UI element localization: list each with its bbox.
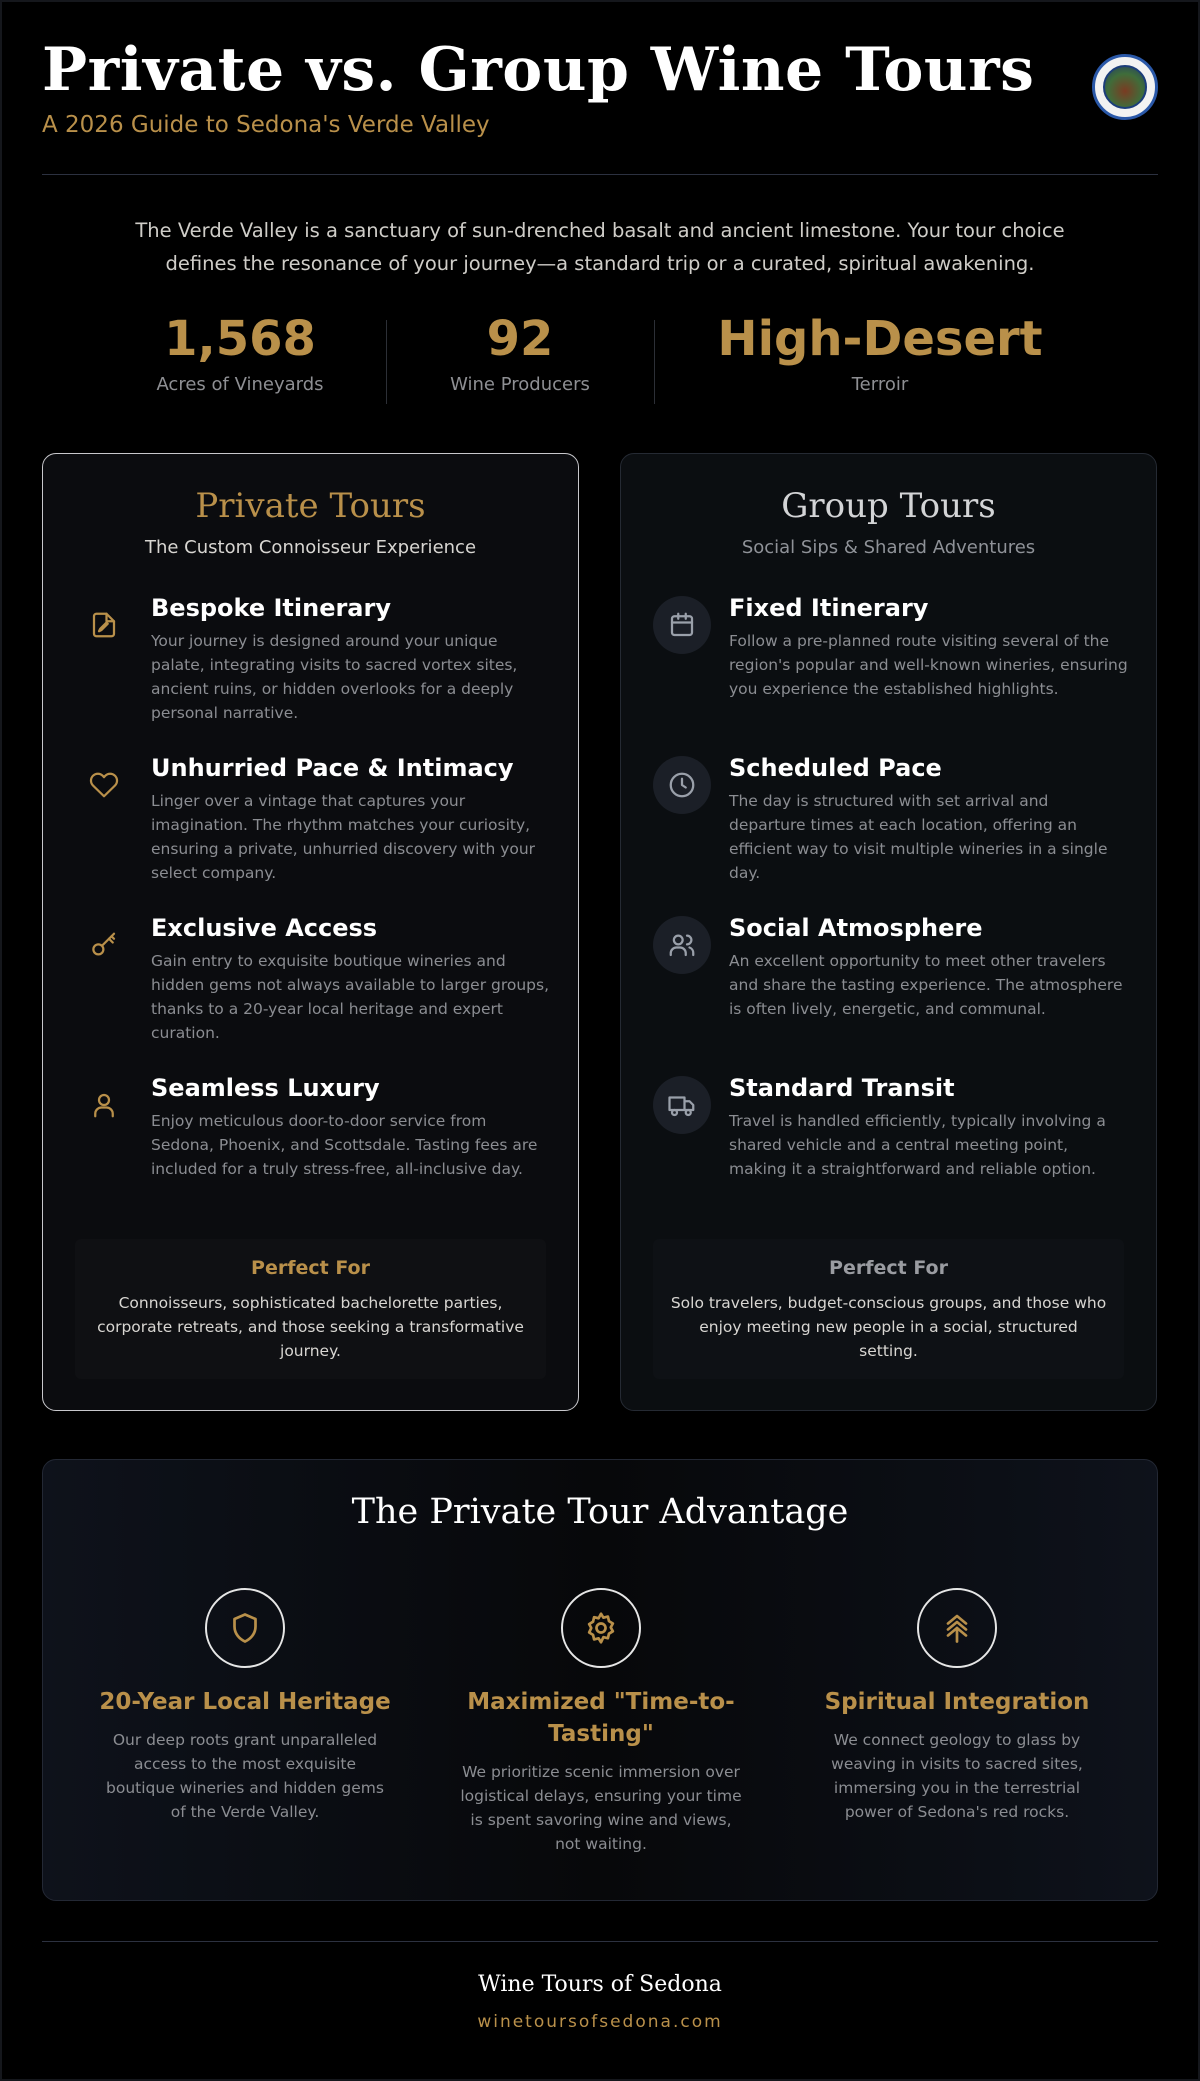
stat-label: Terroir [851, 374, 909, 395]
advantage-heading: 20-Year Local Heritage [99, 1689, 391, 1715]
heart-icon [75, 756, 133, 814]
intro-text: The Verde Valley is a sanctuary of sun-drenched basalt and ancient limestone. Your tour choice defines the resonance of your journey—a standard trip or a curated, spiritual awakening. [135, 219, 1065, 275]
key-icon [75, 916, 133, 974]
feature-title: Unhurried Pace & Intimacy [151, 754, 514, 782]
footer-divider [42, 1941, 1158, 1942]
feature-description: An excellent opportunity to meet other travelers and share the tasting experience. The atmosphere is often lively, energetic, and communal. [729, 952, 1123, 1018]
advantage-heading: Spiritual Integration [824, 1689, 1090, 1715]
feature-description: Your journey is designed around your unique palate, integrating visits to sacred vortex sites, ancient ruins, or hidden overlooks for a deeply personal narrative. [151, 632, 518, 722]
stat-acres [120, 310, 360, 395]
stat-value: 1,568 [164, 311, 316, 367]
stat-divider [386, 320, 387, 404]
advantage-heading: Maximized "Time-to-Tasting" [467, 1689, 735, 1747]
group-tours-card [620, 453, 1157, 1411]
stat-label: Acres of Vineyards [156, 374, 324, 395]
stats-row [120, 310, 1080, 410]
card-title: Group Tours [781, 486, 996, 526]
shield-icon [205, 1588, 285, 1668]
page-subtitle: A 2026 Guide to Sedona's Verde Valley [42, 112, 490, 138]
feature-description: Gain entry to exquisite boutique wineries and hidden gems not always available to larger groups, thanks to a 20-year local heritage and expert curation. [151, 952, 550, 1042]
advantage-text: We prioritize scenic immersion over logistical delays, ensuring your time is spent savoring wine and views, not waiting. [460, 1763, 742, 1853]
stat-terroir [680, 310, 1080, 395]
advantage-time-to-tasting [451, 1588, 751, 1856]
advantage-spiritual [807, 1588, 1107, 1824]
feature-description: Enjoy meticulous door-to-door service from Sedona, Phoenix, and Scottsdale. Tasting fees are included for a truly stress-free, all-inclusive day. [151, 1112, 538, 1178]
user-icon [75, 1076, 133, 1134]
page-title: Private vs. Group Wine Tours [42, 35, 1035, 105]
clock-icon [653, 756, 711, 814]
stat-value: High-Desert [717, 311, 1043, 367]
advantage-text: Our deep roots grant unparalleled access to the most exquisite boutique wineries and hidden gems of the Verde Valley. [106, 1731, 384, 1821]
feature-title: Seamless Luxury [151, 1074, 380, 1102]
calendar-icon [653, 596, 711, 654]
stat-label: Wine Producers [450, 374, 590, 395]
layered-chevrons-icon [917, 1588, 997, 1668]
section-title: The Private Tour Advantage [351, 1492, 849, 1532]
card-title: Private Tours [195, 486, 426, 526]
private-advantage-section [42, 1459, 1158, 1901]
perfect-for-heading: Perfect For [251, 1257, 370, 1279]
private-tours-card [42, 453, 579, 1411]
document-signature-icon [75, 596, 133, 654]
feature-description: Linger over a vintage that captures your imagination. The rhythm matches your curiosity, ensuring a private, unhurried discovery with your select company. [151, 792, 536, 882]
footer-brand: Wine Tours of Sedona [478, 1972, 722, 1997]
feature-description: The day is structured with set arrival and departure times at each location, offering an efficient way to visit multiple wineries in a single day. [729, 792, 1108, 882]
users-icon [653, 916, 711, 974]
perfect-for-box [75, 1239, 546, 1379]
card-tagline: Social Sips & Shared Adventures [741, 537, 1036, 558]
seal-logo-icon [1092, 54, 1158, 120]
perfect-for-box [653, 1239, 1124, 1379]
truck-icon [653, 1076, 711, 1134]
footer-website-link[interactable]: winetoursofsedona.com [477, 2012, 723, 2032]
header [42, 34, 1158, 174]
feature-title: Exclusive Access [151, 914, 378, 942]
perfect-for-text: Solo travelers, budget-conscious groups, and those who enjoy meeting new people in a social, structured setting. [670, 1294, 1107, 1360]
feature-title: Social Atmosphere [729, 914, 983, 942]
perfect-for-heading: Perfect For [829, 1257, 948, 1279]
gear-icon [561, 1588, 641, 1668]
feature-description: Travel is handled efficiently, typically involving a shared vehicle and a central meeting point, making it a straightforward and reliable option. [729, 1112, 1106, 1178]
advantage-text: We connect geology to glass by weaving in visits to sacred sites, immersing you in the terrestrial power of Sedona's red rocks. [831, 1731, 1083, 1821]
stat-divider [654, 320, 655, 404]
card-tagline: The Custom Connoisseur Experience [144, 537, 477, 558]
feature-title: Fixed Itinerary [729, 594, 929, 622]
feature-title: Bespoke Itinerary [151, 594, 391, 622]
feature-description: Follow a pre-planned route visiting several of the region's popular and well-known wineries, ensuring you experience the established highlights. [729, 632, 1128, 698]
feature-title: Standard Transit [729, 1074, 955, 1102]
perfect-for-text: Connoisseurs, sophisticated bachelorette parties, corporate retreats, and those seeking a transformative journey. [97, 1294, 524, 1360]
header-divider [42, 174, 1158, 175]
stat-value: 92 [486, 311, 554, 367]
stat-producers [400, 310, 640, 395]
feature-title: Scheduled Pace [729, 754, 942, 782]
advantage-heritage [95, 1588, 395, 1824]
